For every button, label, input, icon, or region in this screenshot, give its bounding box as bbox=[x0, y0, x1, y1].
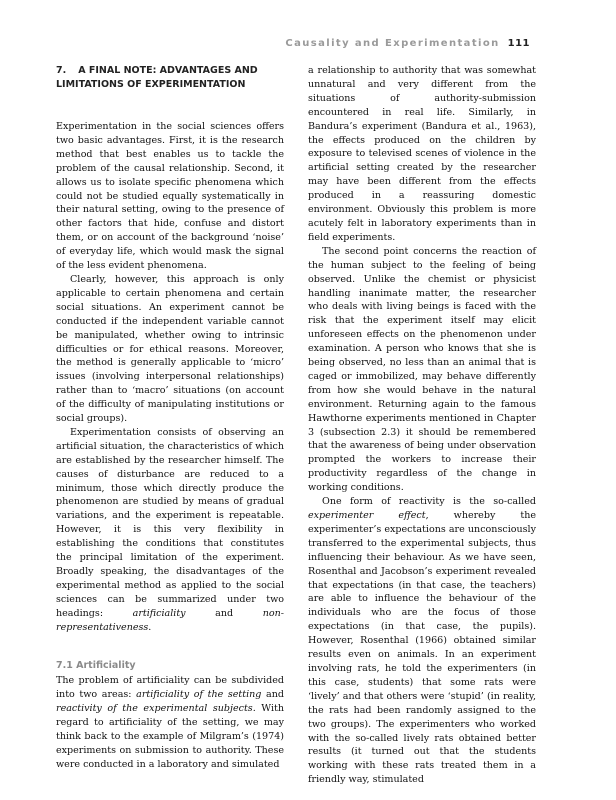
left-column bbox=[56, 64, 284, 772]
section-heading bbox=[56, 64, 284, 92]
paragraph-text: Experimentation consists of observing an artificial situation, the characteristics of which are established by the researcher himself. The causes of disturbance are reduced to a minimum, those which directly produce the phenomenon are studied by means of gradual variations, and the experiment is repeatable. However, it is this very flexibility in establishing the conditions that constitutes the principal limitation of the experiment. Broadly speaking, the disadvantages of the experimental method as applied to the social sciences can be summarized under two headings: bbox=[56, 426, 284, 619]
paragraph bbox=[56, 426, 284, 635]
running-title: Causality and Experimentation bbox=[285, 38, 500, 49]
running-header bbox=[285, 38, 530, 49]
paragraph bbox=[308, 495, 536, 787]
section-number: 7. bbox=[56, 65, 67, 76]
paragraph bbox=[56, 674, 284, 771]
paragraph: The second point concerns the reaction of the human subject to the feeling of being observed. Unlike the chemist or physicist handling inanimate matter, the researcher who deals with living beings is faced with the risk that the experiment itself may elicit unforeseen effects on the phenomenon under examination. A person who knows that she is being observed, no less than an animal that is caged or immobilized, may behave differently from how she would behave in the natural environment. Returning again to the famous Hawthorne experiments mentioned in Chapter 3 (subsection 2.3) it should be remembered that the awareness of being under observation prompted the workers to increase their productivity regardless of the change in working conditions. bbox=[308, 245, 536, 494]
term-reactivity: reactivity of the experimental subjects bbox=[56, 703, 253, 715]
paragraph-text: , whereby the experimenter’s expectations are unconsciously transferred to the experimental subjects, thus influencing their behaviour. As we have seen, Rosenthal and Jacobson’s experiment revealed that expectations (in that case, the teachers) are able to influence the behaviour of the individuals who are the focus of those expectations (in that case, the pupils). However, Rosenthal (1966) obtained similar results even on animals. In an experiment involving rats, he told the experimenters (in this case, students) that some rats were ‘lively’ and that others were ‘stupid’ (in reality, the rats had been randomly assigned to the two groups). The experimenters who worked with the so-called lively rats obtained better results (it turned out that the students working with these rats treated them in a friendly way, stimulated bbox=[308, 510, 536, 786]
term-artificiality: artificiality bbox=[132, 607, 186, 619]
term-artificiality-of-setting: artificiality of the setting bbox=[136, 689, 262, 701]
paragraph-text: . bbox=[148, 621, 152, 633]
paragraph-text: . With regard to artificiality of the setting, we may think back to the example of Milgram’s (1974) experiments on submission to authority. These were conducted in a laboratory and simulated bbox=[56, 703, 284, 770]
term-experimenter-effect: experimenter effect bbox=[308, 510, 426, 521]
paragraph: a relationship to authority that was somewhat unnatural and very different from the situations of authority-submission encountered in real life. Similarly, in Bandura’s experiment (Bandura et al., 1963), the effects produced on the children by exposure to televised scenes of violence in the artificial setting created by the researcher may have been different from the effects produced in a reassuring domestic environment. Obviously this problem is more acutely felt in laboratory experiments than in field experiments. bbox=[308, 65, 536, 243]
paragraph: Experimentation in the social sciences offers two basic advantages. First, it is the research method that best enables us to tackle the problem of the causal relationship. Second, it allows us to isolate specific phenomena which could not be studied equally systematically in their natural setting, owing to the presence of other factors that hide, confuse and distort them, or on account of the background ‘noise’ of everyday life, which would mask the signal of the less evident phenomena. bbox=[56, 121, 284, 272]
paragraph: Clearly, however, this approach is only applicable to certain phenomena and certain social situations. An experiment cannot be conducted if the independent variable cannot be manipulated, whether owing to intrinsic difficulties or for ethical reasons. Moreover, the method is generally applicable to ‘micro’ issues (involving interpersonal relationships) rather than to ‘macro’ situations (on account of the difficulty of manipulating institutions or social groups). bbox=[56, 273, 284, 425]
paragraph-text: and bbox=[185, 607, 263, 619]
right-column bbox=[308, 64, 536, 787]
term-non-representativeness: non-representativeness bbox=[56, 607, 284, 633]
subsection-heading: 7.1 Artificiality bbox=[56, 659, 136, 671]
paragraph-text: One form of reactivity is the so-called bbox=[322, 496, 536, 508]
page-number: 111 bbox=[507, 38, 530, 49]
paragraph-text: and bbox=[261, 689, 284, 701]
section-title: A FINAL NOTE: ADVANTAGES AND LIMITATIONS OF EXPERIMENTATION bbox=[56, 65, 258, 90]
paragraph-text: The problem of artificiality can be subdivided into two areas: bbox=[56, 675, 284, 701]
